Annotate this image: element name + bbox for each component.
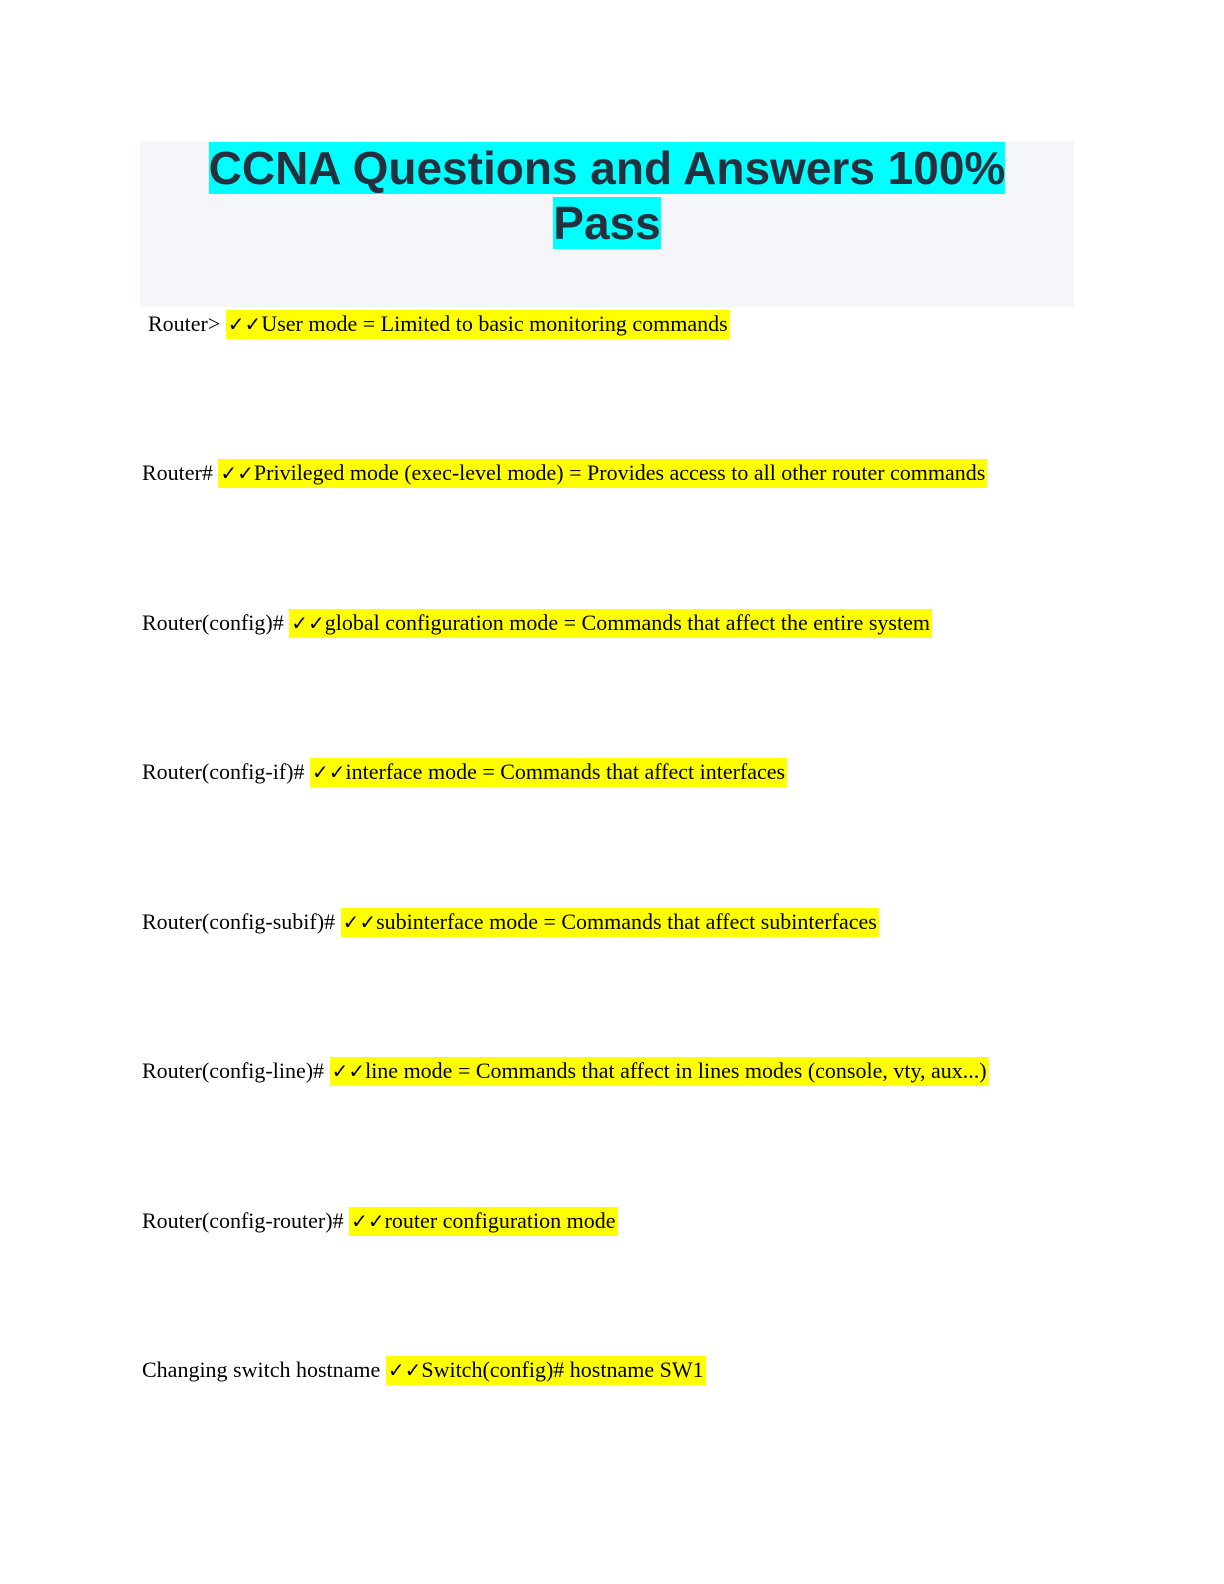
check-mark-icon: ✓✓	[227, 312, 262, 336]
qa-item	[142, 1354, 706, 1386]
qa-question: Router(config-if)#	[142, 759, 305, 784]
qa-answer	[226, 310, 730, 339]
qa-answer	[218, 459, 987, 488]
qa-answer-text: interface mode = Commands that affect interfaces	[345, 759, 786, 784]
qa-question: Changing switch hostname	[142, 1357, 381, 1382]
qa-item	[142, 1205, 618, 1237]
check-mark-icon: ✓✓	[220, 461, 254, 485]
check-mark-icon: ✓✓	[291, 611, 325, 635]
qa-answer-text: global configuration mode = Commands that affect the entire system	[324, 610, 930, 635]
qa-item	[142, 607, 932, 639]
qa-item	[142, 756, 787, 788]
qa-answer-text: router configuration mode	[384, 1208, 616, 1233]
check-mark-icon: ✓✓	[331, 1059, 366, 1083]
qa-item	[142, 1055, 989, 1087]
qa-answer-text: User mode = Limited to basic monitoring commands	[261, 311, 728, 336]
title-line-1: CCNA Questions and Answers 100%	[208, 142, 1006, 194]
check-mark-icon: ✓✓	[351, 1209, 385, 1233]
qa-question: Router(config-line)#	[142, 1058, 325, 1083]
check-mark-icon: ✓✓	[387, 1358, 422, 1382]
title-line-2: Pass	[553, 197, 661, 249]
qa-answer-text: Privileged mode (exec-level mode) = Provides access to all other router commands	[253, 460, 986, 485]
check-mark-icon: ✓✓	[342, 910, 377, 934]
qa-answer	[386, 1356, 706, 1385]
qa-question: Router#	[142, 460, 213, 485]
title-banner	[140, 141, 1074, 307]
qa-answer-text: line mode = Commands that affect in lines modes (console, vty, aux...)	[365, 1058, 987, 1083]
qa-answer-text: Switch(config)# hostname SW1	[421, 1357, 704, 1382]
qa-item	[142, 906, 879, 938]
qa-answer-text: subinterface mode = Commands that affect subinterfaces	[376, 909, 877, 934]
qa-question: Router(config)#	[142, 610, 284, 635]
document-title	[140, 141, 1074, 251]
qa-question: Router(config-subif)#	[142, 909, 336, 934]
qa-item	[148, 308, 730, 340]
qa-answer	[330, 1057, 989, 1086]
qa-item	[142, 457, 987, 489]
qa-question: Router>	[148, 311, 221, 336]
qa-answer	[310, 758, 787, 787]
qa-answer	[349, 1207, 617, 1236]
qa-question: Router(config-router)#	[142, 1208, 344, 1233]
qa-answer	[341, 908, 879, 937]
check-mark-icon: ✓✓	[312, 760, 346, 784]
qa-answer	[289, 609, 932, 638]
